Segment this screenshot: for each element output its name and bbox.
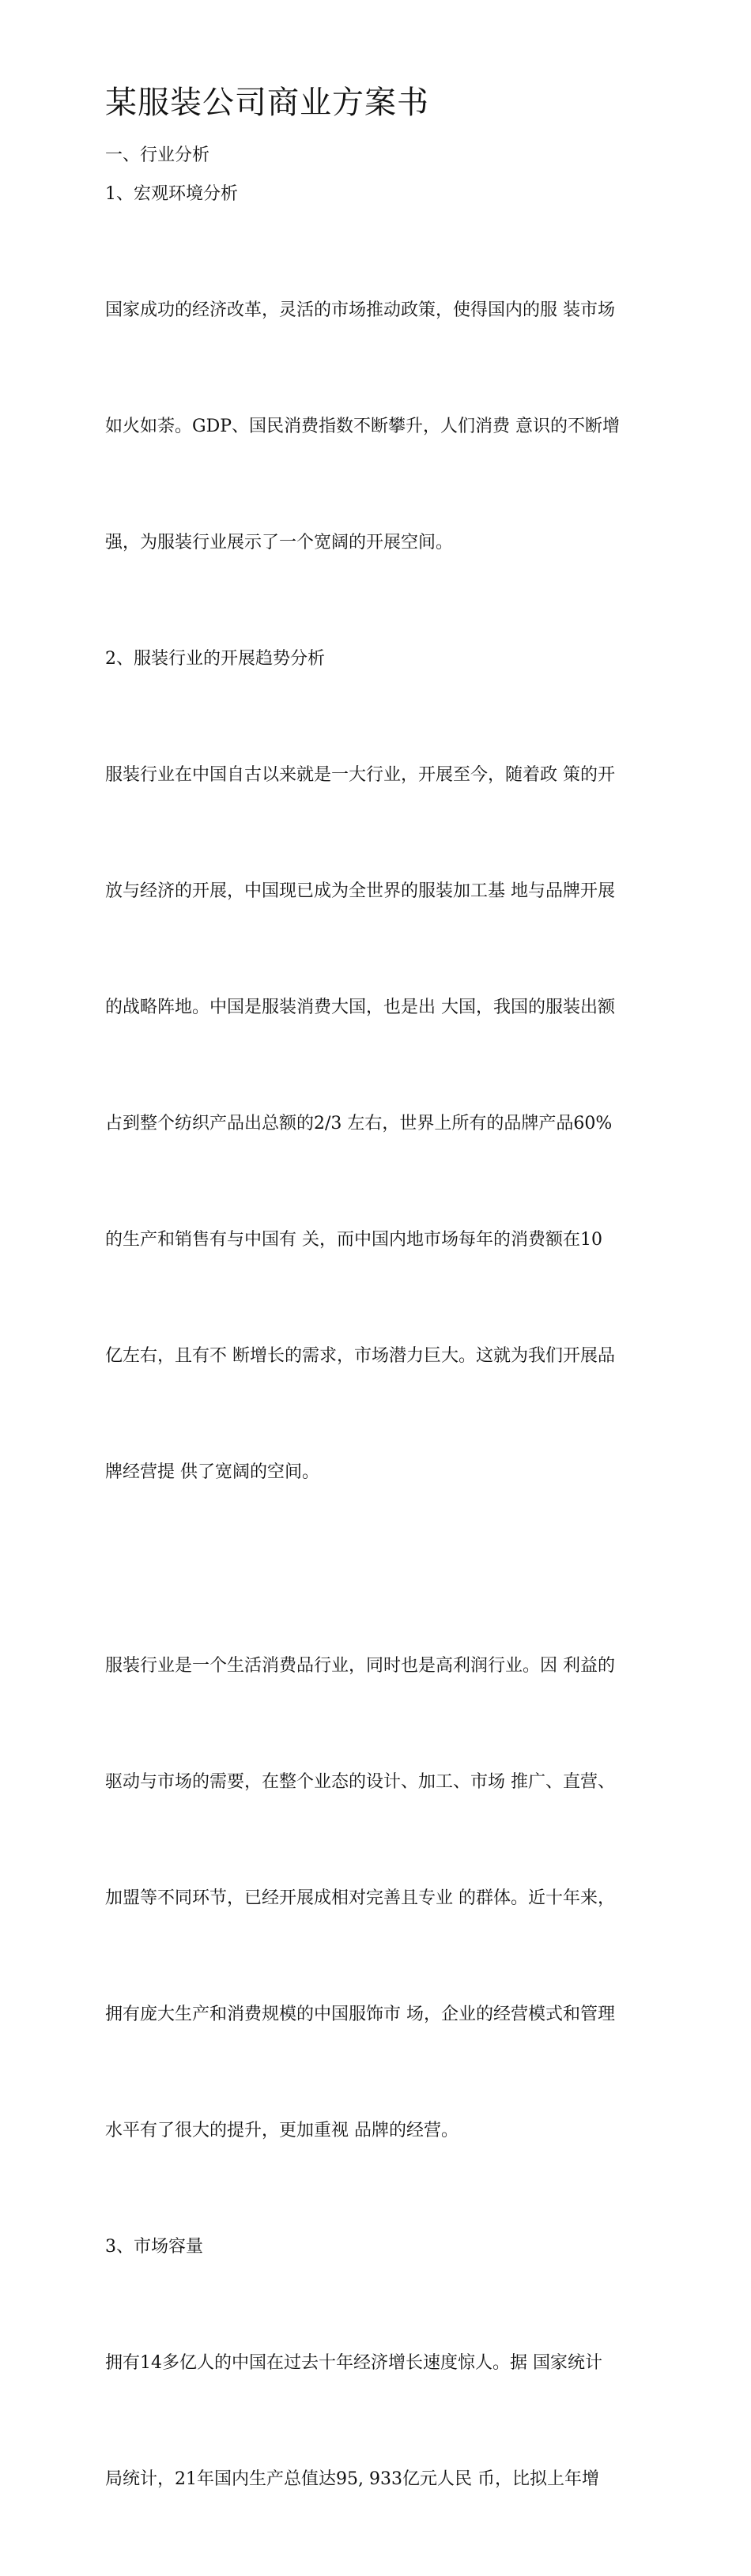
text-line: 局统计，21年国内生产总值达95, 933亿元人民 币，比拟上年增 <box>105 2469 599 2489</box>
text-line: 服装行业在中国自古以来就是一大行业，开展至今，随着政 策的开 <box>105 765 615 785</box>
paragraph-industry-trend-1 <box>105 678 659 1569</box>
text-line: 强，为服装行业展示了一个宽阔的开展空间。 <box>105 533 454 553</box>
text-line: 占到整个纺织产品出总额的2/3 左右，世界上所有的品牌产品60% <box>105 1114 613 1133</box>
text-line: 驱动与市场的需要，在整个业态的设计、加工、市场 推广、直营、 <box>105 1772 615 1792</box>
subheading-industry-trend: 2、服装行业的开展趋势分析 <box>105 649 325 669</box>
section-heading-industry-analysis: 一、行业分析 <box>105 145 210 165</box>
subheading-macro-environment: 1、宏观环境分析 <box>105 184 238 204</box>
text-line: 的战略阵地。中国是服装消费大国，也是出 大国，我国的服装出额 <box>105 998 615 1017</box>
paragraph-industry-trend-2 <box>105 1569 659 2227</box>
paragraph-macro-environment <box>105 213 659 639</box>
text-line: 的生产和销售有与中国有 关，而中国内地市场每年的消费额在10 <box>105 1230 602 1250</box>
text-line: 拥有庞大生产和消费规模的中国服饰市 场，企业的经营模式和管理 <box>105 2005 615 2024</box>
text-line: 加盟等不同环节，已经开展成相对完善且专业 的群体。近十年来， <box>105 1888 615 1908</box>
document-page <box>105 79 659 2576</box>
text-line: 水平有了很大的提升，更加重视 品牌的经营。 <box>105 2121 459 2140</box>
text-line: 牌经营提 供了宽阔的空间。 <box>105 1462 319 1482</box>
text-line: 拥有14多亿人的中国在过去十年经济增长速度惊人。据 国家统计 <box>105 2353 602 2373</box>
text-line: 服装行业是一个生活消费品行业，同时也是高利润行业。因 利益的 <box>105 1656 615 1676</box>
text-line: 亿左右，且有不 断增长的需求，市场潜力巨大。这就为我们开展品 <box>105 1346 615 1366</box>
subheading-market-capacity: 3、市场容量 <box>105 2237 203 2257</box>
text-line: 放与经济的开展，中国现已成为全世界的服装加工基 地与品牌开展 <box>105 881 615 901</box>
paragraph-market-capacity <box>105 2266 659 2576</box>
document-title: 某服装公司商业方案书 <box>105 85 429 121</box>
text-line: 国家成功的经济改革，灵活的市场推动政策，使得国内的服 装市场 <box>105 300 615 320</box>
text-line: 如火如荼。GDP、国民消费指数不断攀升，人们消费 意识的不断增 <box>105 417 621 436</box>
